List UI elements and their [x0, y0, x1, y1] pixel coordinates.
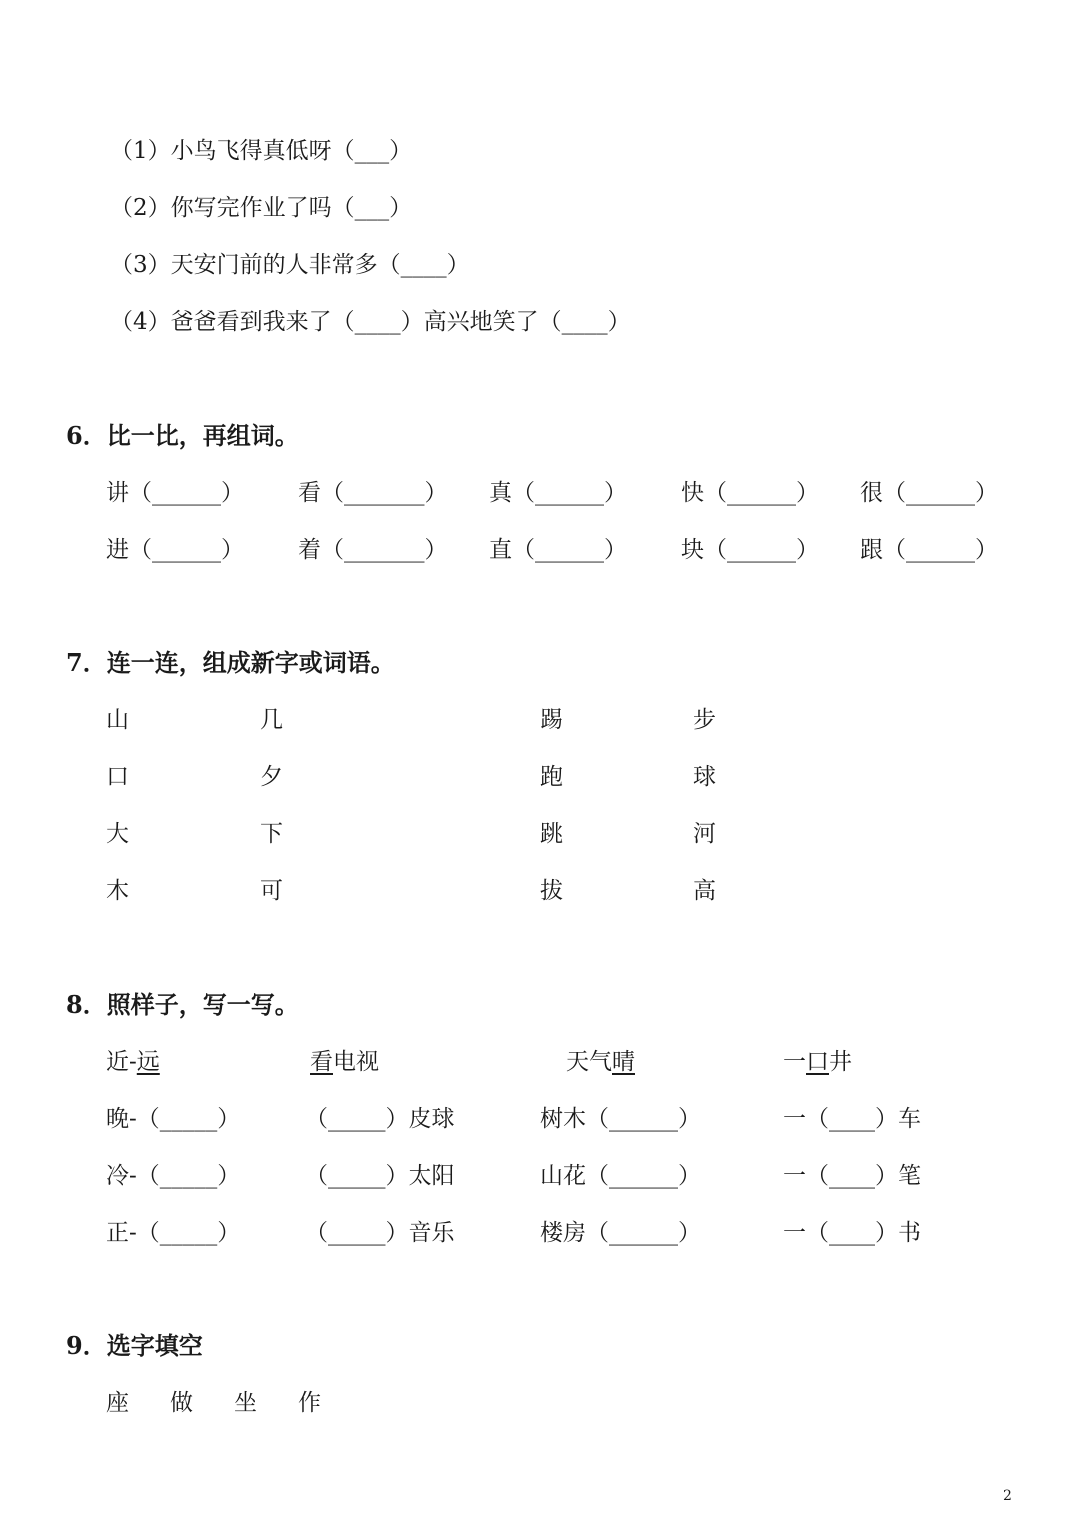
q6-heading: 6．比一比，再组词。 [66, 421, 299, 450]
q7-col1-char: 大 [106, 821, 129, 847]
q6-row2-cell: 进（______） [106, 537, 244, 563]
q8-example-1 [106, 1047, 160, 1077]
q9-heading: 9．选字填空 [66, 1331, 203, 1360]
q5-item-2: （2）你写完作业了吗（___） [110, 195, 413, 221]
q8-col1-item: 冷-（_____） [106, 1163, 241, 1189]
q7-col4-char: 高 [693, 878, 716, 904]
q8-example-4 [783, 1047, 852, 1077]
q6-row2-cell: 直（______） [489, 537, 627, 563]
q8-heading: 8．照样子，写一写。 [66, 990, 299, 1019]
q6-row1-cell: 看（_______） [298, 480, 448, 506]
q8-col1-item: 正-（_____） [106, 1220, 241, 1246]
q6-row1-cell: 真（______） [489, 480, 627, 506]
q8-example-3 [566, 1047, 635, 1077]
q7-col4-char: 河 [693, 821, 716, 847]
q5-item-4: （4）爸爸看到我来了（____）高兴地笑了（____） [110, 309, 631, 335]
q7-col2-char: 几 [260, 707, 283, 733]
q5-item-1: （1）小鸟飞得真低呀（___） [110, 138, 413, 164]
q9-word: 作 [298, 1390, 321, 1416]
q8-example-1-prefix: 近- [106, 1049, 137, 1075]
q7-col2-char: 夕 [260, 764, 283, 790]
q6-row2-cell: 跟（______） [860, 537, 998, 563]
q8-example-3-prefix: 天气 [566, 1049, 612, 1075]
q7-col4-char: 步 [693, 707, 716, 733]
q9-word: 座 [106, 1390, 129, 1416]
q8-col2-item: （_____）音乐 [305, 1220, 455, 1246]
q7-col1-char: 口 [106, 764, 129, 790]
q8-example-4-prefix: 一 [783, 1049, 806, 1075]
q8-col1-item: 晚-（_____） [106, 1106, 241, 1132]
q5-item-3: （3）天安门前的人非常多（____） [110, 252, 470, 278]
q8-col4-item: 一（____）书 [783, 1220, 921, 1246]
q8-col2-item: （_____）太阳 [305, 1163, 455, 1189]
q8-example-3-answer: 晴 [612, 1049, 635, 1075]
q7-heading: 7．连一连，组成新字或词语。 [66, 648, 395, 677]
q9-word: 坐 [234, 1390, 257, 1416]
q7-col3-char: 拔 [540, 878, 563, 904]
q7-col1-char: 山 [106, 707, 129, 733]
q8-col3-item: 楼房（______） [540, 1220, 701, 1246]
q8-col2-item: （_____）皮球 [305, 1106, 455, 1132]
q8-example-1-answer: 远 [136, 1049, 160, 1075]
q7-col2-char: 下 [260, 821, 283, 847]
q7-col1-char: 木 [106, 878, 129, 904]
q8-example-2-answer: 看 [310, 1049, 333, 1075]
q8-col4-item: 一（____）车 [783, 1106, 921, 1132]
q7-col3-char: 踢 [540, 707, 563, 733]
q6-row1-cell: 讲（______） [106, 480, 244, 506]
q7-col4-char: 球 [693, 764, 716, 790]
q7-col3-char: 跳 [540, 821, 563, 847]
q8-col4-item: 一（____）笔 [783, 1163, 921, 1189]
q8-example-2-suffix: 电视 [333, 1049, 379, 1075]
q7-col3-char: 跑 [540, 764, 563, 790]
q8-example-2 [310, 1047, 379, 1077]
q8-col3-item: 树木（______） [540, 1106, 701, 1132]
q6-row1-cell: 快（______） [681, 480, 819, 506]
q8-example-4-suffix: 井 [829, 1049, 852, 1075]
q6-row1-cell: 很（______） [860, 480, 998, 506]
q7-col2-char: 可 [260, 878, 283, 904]
q9-word: 做 [170, 1390, 193, 1416]
q8-example-4-answer: 口 [806, 1049, 829, 1075]
q6-row2-cell: 着（_______） [298, 537, 448, 563]
q6-row2-cell: 块（______） [681, 537, 819, 563]
q8-col3-item: 山花（______） [540, 1163, 701, 1189]
page-number: 2 [1003, 1488, 1012, 1504]
